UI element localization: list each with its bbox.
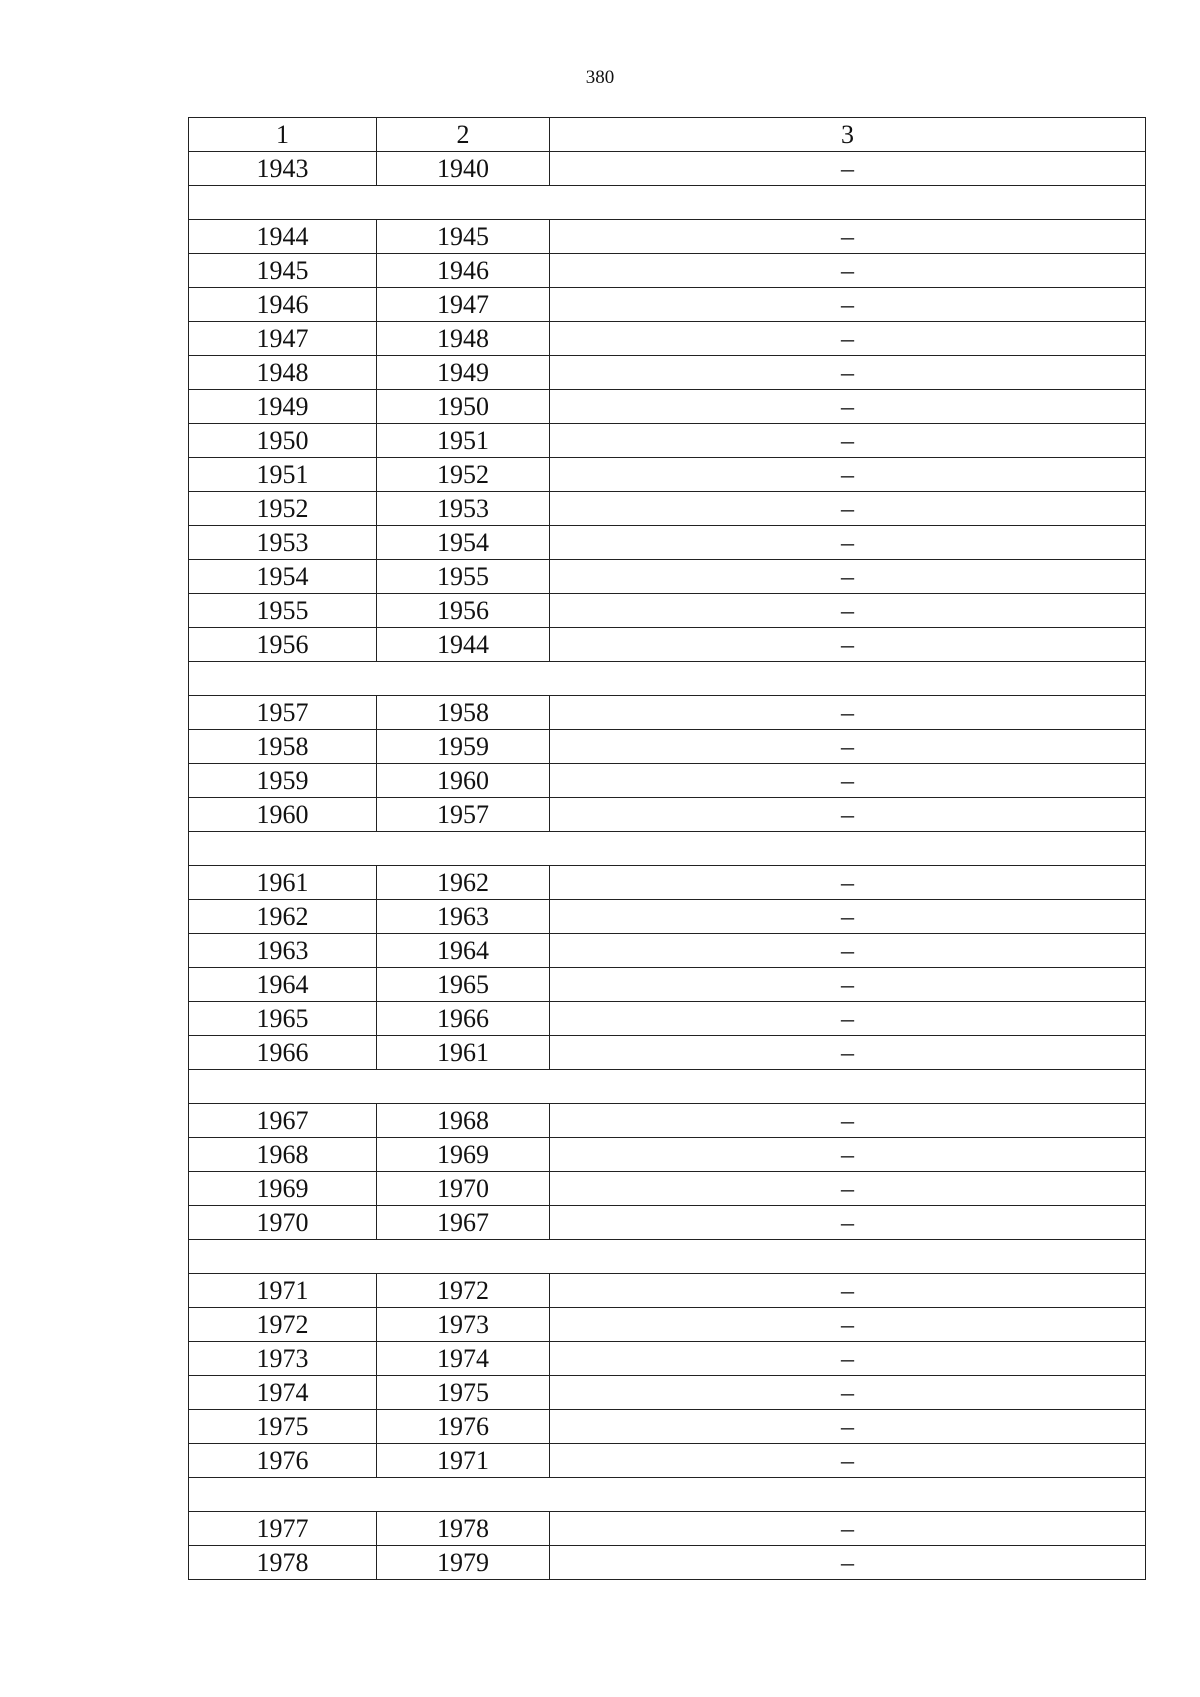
table-row [189,1376,1146,1410]
table-row [189,1274,1146,1308]
group-separator-cell [189,832,1146,866]
table-cell-col-1: 1970 [189,1206,377,1240]
table-cell-col-2: 1964 [377,934,550,968]
table-cell-col-3: – [550,458,1146,492]
table-cell-col-2: 1961 [377,1036,550,1070]
table-cell-col-1: 1961 [189,866,377,900]
table-cell-col-3: – [550,798,1146,832]
table-cell-col-1: 1965 [189,1002,377,1036]
table-cell-col-1: 1954 [189,560,377,594]
table-row [189,492,1146,526]
table-row [189,866,1146,900]
group-separator-row [189,1070,1146,1104]
table-cell-col-1: 1960 [189,798,377,832]
table-row [189,152,1146,186]
table-cell-col-1: 1975 [189,1410,377,1444]
table-cell-col-2: 1972 [377,1274,550,1308]
table-cell-col-3: – [550,764,1146,798]
table-cell-col-1: 1977 [189,1512,377,1546]
table-cell-col-3: – [550,1444,1146,1478]
table-row [189,1512,1146,1546]
table-row [189,628,1146,662]
table-cell-col-2: 1976 [377,1410,550,1444]
table-row [189,730,1146,764]
table-row [189,560,1146,594]
table-cell-col-3: – [550,356,1146,390]
table-cell-col-2: 1955 [377,560,550,594]
table-row [189,1104,1146,1138]
table-row [189,1002,1146,1036]
table-cell-col-2: 1946 [377,254,550,288]
table-row [189,1036,1146,1070]
table-cell-col-3: – [550,492,1146,526]
table-cell-col-2: 1950 [377,390,550,424]
group-separator-row [189,1478,1146,1512]
table-cell-col-1: 1967 [189,1104,377,1138]
table-row [189,1342,1146,1376]
page-number: 380 [585,67,615,88]
table-cell-col-3: – [550,1512,1146,1546]
table-cell-col-2: 1973 [377,1308,550,1342]
table-cell-col-3: – [550,424,1146,458]
table-cell-col-3: – [550,1308,1146,1342]
table-cell-col-1: 1972 [189,1308,377,1342]
table-cell-col-3: – [550,220,1146,254]
table-cell-col-2: 1959 [377,730,550,764]
table-cell-col-3: – [550,1342,1146,1376]
table-row [189,424,1146,458]
table-cell-col-1: 1 [189,118,377,152]
table-cell-col-1: 1953 [189,526,377,560]
table-cell-col-2: 1970 [377,1172,550,1206]
table-row [189,1444,1146,1478]
table-cell-col-2: 1956 [377,594,550,628]
table-cell-col-3: – [550,322,1146,356]
table-row [189,458,1146,492]
table-cell-col-3: – [550,594,1146,628]
table-row [189,356,1146,390]
table-cell-col-3: – [550,1036,1146,1070]
table-cell-col-1: 1946 [189,288,377,322]
table-cell-col-3: – [550,730,1146,764]
table-row [189,968,1146,1002]
table-cell-col-3: – [550,1206,1146,1240]
table-cell-col-2: 1968 [377,1104,550,1138]
table-cell-col-3: – [550,696,1146,730]
table-cell-col-2: 1974 [377,1342,550,1376]
table-cell-col-3: – [550,1002,1146,1036]
data-table [188,117,1146,1580]
table-cell-col-2: 1944 [377,628,550,662]
table-cell-col-1: 1947 [189,322,377,356]
table-cell-col-1: 1976 [189,1444,377,1478]
group-separator-row [189,832,1146,866]
table-row [189,220,1146,254]
table-row [189,322,1146,356]
table-cell-col-2: 1954 [377,526,550,560]
group-separator-cell [189,1478,1146,1512]
table-row [189,764,1146,798]
table-cell-col-1: 1968 [189,1138,377,1172]
table-cell-col-3: – [550,866,1146,900]
table-cell-col-3: – [550,934,1146,968]
group-separator-row [189,662,1146,696]
table-cell-col-2: 1969 [377,1138,550,1172]
table-cell-col-2: 1965 [377,968,550,1002]
table-body [189,118,1146,1580]
table-cell-col-2: 1978 [377,1512,550,1546]
table-cell-col-1: 1955 [189,594,377,628]
table-cell-col-1: 1951 [189,458,377,492]
table-row [189,696,1146,730]
table-row [189,254,1146,288]
table-cell-col-3: – [550,900,1146,934]
table-cell-col-2: 1957 [377,798,550,832]
table-row [189,1308,1146,1342]
group-separator-cell [189,1070,1146,1104]
table-cell-col-2: 1952 [377,458,550,492]
table-cell-col-3: – [550,254,1146,288]
table-cell-col-3: – [550,968,1146,1002]
table-cell-col-2: 1945 [377,220,550,254]
group-separator-cell [189,186,1146,220]
table-cell-col-3: – [550,1410,1146,1444]
table-cell-col-2: 1953 [377,492,550,526]
table-cell-col-2: 1948 [377,322,550,356]
table-row [189,1172,1146,1206]
group-separator-cell [189,662,1146,696]
table-cell-col-1: 1958 [189,730,377,764]
table-cell-col-1: 1948 [189,356,377,390]
table-cell-col-1: 1962 [189,900,377,934]
table-cell-col-1: 1950 [189,424,377,458]
table-cell-col-2: 1940 [377,152,550,186]
table-cell-col-2: 1962 [377,866,550,900]
table-row [189,1206,1146,1240]
table-cell-col-3: 3 [550,118,1146,152]
table-cell-col-1: 1973 [189,1342,377,1376]
table-cell-col-3: – [550,1546,1146,1580]
table-cell-col-3: – [550,1274,1146,1308]
table-cell-col-3: – [550,560,1146,594]
table-cell-col-1: 1966 [189,1036,377,1070]
group-separator-row [189,1240,1146,1274]
header-row [189,118,1146,152]
table-cell-col-3: – [550,1376,1146,1410]
table-cell-col-2: 1951 [377,424,550,458]
table-cell-col-3: – [550,1104,1146,1138]
table-cell-col-1: 1978 [189,1546,377,1580]
table-row [189,1138,1146,1172]
table-cell-col-3: – [550,390,1146,424]
table-row [189,594,1146,628]
table-row [189,390,1146,424]
table-cell-col-3: – [550,628,1146,662]
table-cell-col-1: 1957 [189,696,377,730]
table-cell-col-2: 1967 [377,1206,550,1240]
table-cell-col-2: 1947 [377,288,550,322]
group-separator-row [189,186,1146,220]
table-cell-col-3: – [550,1172,1146,1206]
table-cell-col-1: 1952 [189,492,377,526]
table-cell-col-3: – [550,1138,1146,1172]
table-cell-col-1: 1943 [189,152,377,186]
table-cell-col-2: 1975 [377,1376,550,1410]
table-cell-col-1: 1963 [189,934,377,968]
table-cell-col-1: 1974 [189,1376,377,1410]
table-row [189,1410,1146,1444]
table-cell-col-1: 1971 [189,1274,377,1308]
table-cell-col-1: 1956 [189,628,377,662]
table-cell-col-3: – [550,152,1146,186]
table-cell-col-1: 1959 [189,764,377,798]
table-cell-col-2: 1960 [377,764,550,798]
table-row [189,288,1146,322]
table-row [189,1546,1146,1580]
table-cell-col-1: 1949 [189,390,377,424]
table-cell-col-2: 1979 [377,1546,550,1580]
table-row [189,526,1146,560]
table-cell-col-1: 1944 [189,220,377,254]
table-cell-col-2: 1958 [377,696,550,730]
table-cell-col-3: – [550,526,1146,560]
group-separator-cell [189,1240,1146,1274]
table-cell-col-3: – [550,288,1146,322]
table-cell-col-1: 1969 [189,1172,377,1206]
table-cell-col-1: 1945 [189,254,377,288]
table-cell-col-2: 1966 [377,1002,550,1036]
table-cell-col-2: 1963 [377,900,550,934]
table-row [189,798,1146,832]
table-row [189,934,1146,968]
table-cell-col-2: 1971 [377,1444,550,1478]
table-cell-col-1: 1964 [189,968,377,1002]
table-row [189,900,1146,934]
table-cell-col-2: 2 [377,118,550,152]
table-cell-col-2: 1949 [377,356,550,390]
